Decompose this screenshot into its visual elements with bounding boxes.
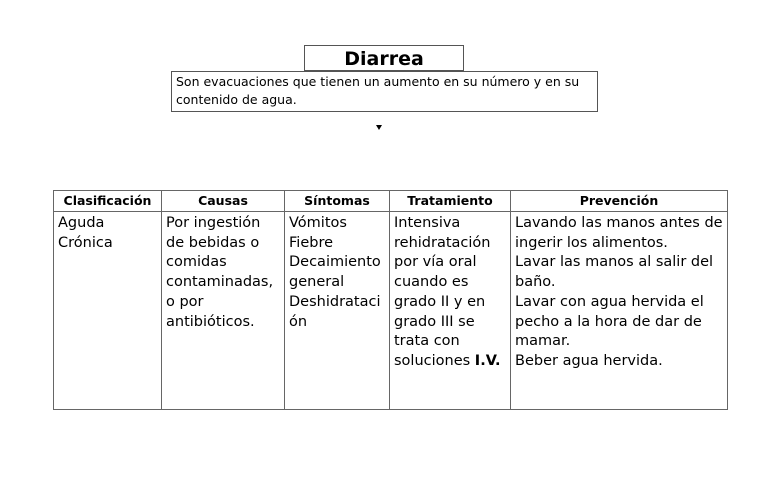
header-causas: Causas	[162, 191, 285, 212]
list-item: Fiebre	[289, 234, 334, 251]
header-tratamiento: Tratamiento	[390, 191, 511, 212]
list-item: Decaimiento general	[289, 254, 381, 291]
tratamiento-emphasis: I.V.	[474, 352, 501, 369]
list-item: Lavar con agua hervida el pecho a la hora de dar de mamar.	[515, 293, 704, 350]
header-clasificacion: Clasificación	[54, 191, 162, 212]
list-item: Lavando las manos antes de ingerir los alimentos.	[515, 215, 723, 251]
table-row	[54, 212, 728, 410]
header-sintomas: Síntomas	[285, 191, 390, 212]
header-row	[54, 191, 728, 212]
causas-text: Por ingestión de bebidas o comidas contaminadas, o por antibióticos.	[166, 215, 274, 330]
cell-clasificacion	[54, 212, 162, 410]
tratamiento-text: Intensiva rehidratación por vía oral cuando es grado II y en grado III se trata con soluciones	[394, 215, 491, 369]
cell-tratamiento	[390, 212, 511, 410]
header-prevencion: Prevención	[511, 191, 728, 212]
cell-causas	[162, 212, 285, 410]
cell-prevencion	[511, 212, 728, 410]
cell-sintomas	[285, 212, 390, 410]
definition-box: Son evacuaciones que tienen un aumento en su número y en su contenido de agua.	[171, 71, 598, 112]
list-item: Vómitos	[289, 215, 347, 231]
arrow-down-icon	[376, 125, 382, 130]
list-item: Deshidratación	[289, 293, 381, 330]
list-item: Crónica	[58, 234, 113, 251]
list-item: Lavar las manos al salir del baño.	[515, 254, 714, 291]
list-item: Aguda	[58, 215, 105, 231]
page-title: Diarrea	[304, 45, 464, 71]
list-item: Beber agua hervida.	[515, 352, 663, 369]
info-table	[53, 190, 728, 410]
